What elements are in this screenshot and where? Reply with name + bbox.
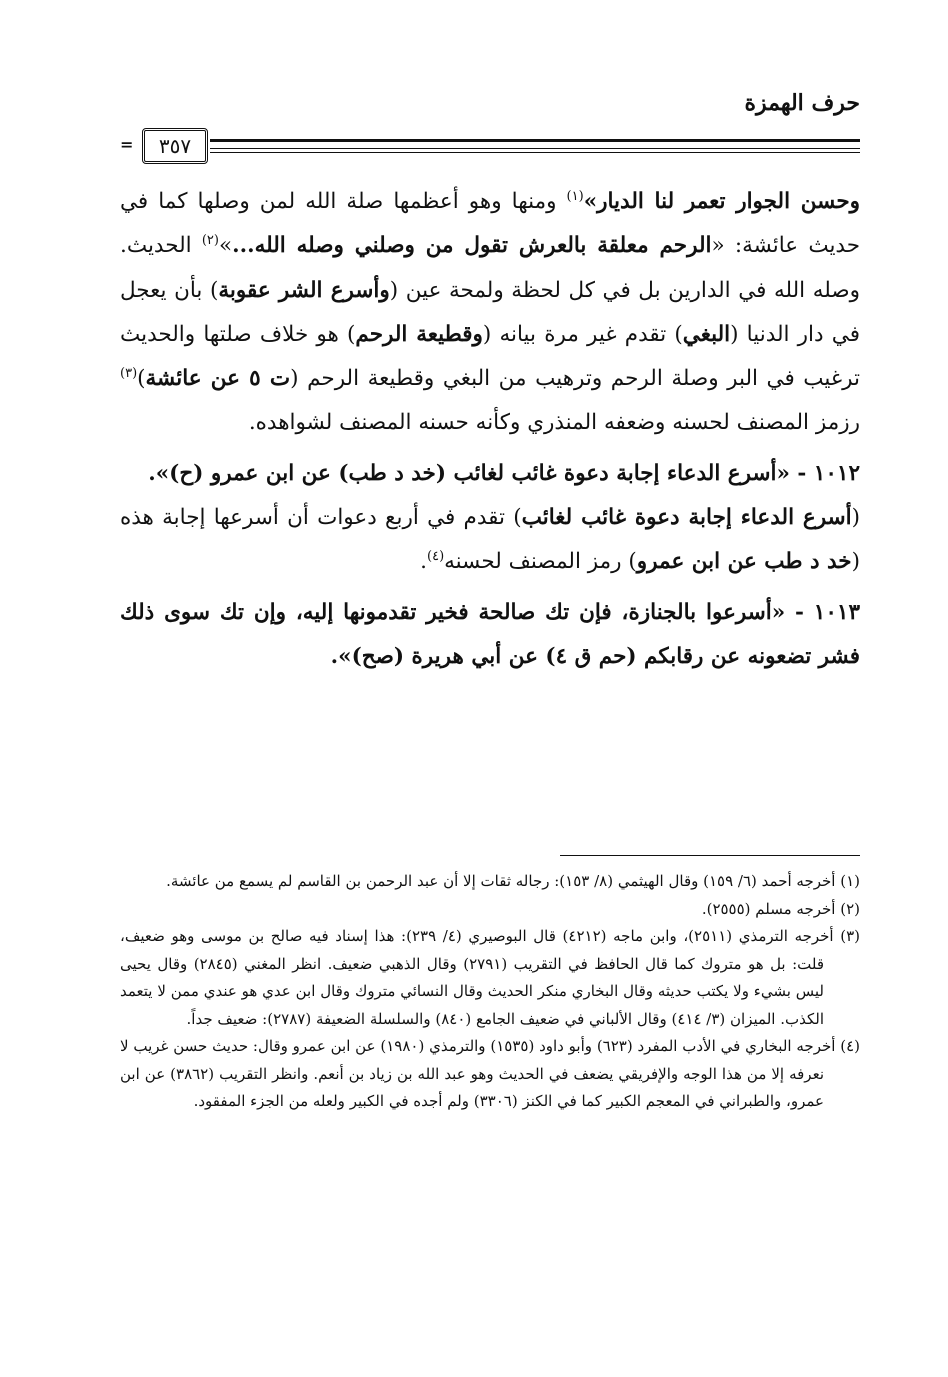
- hadith-1012: ١٠١٢ - «أسرع الدعاء إجابة دعوة غائب لغائب (خد د طب) عن ابن عمرو (ح)».: [148, 460, 860, 486]
- footnote-1: (١) أخرجه أحمد (٦/ ١٥٩) وقال الهيثمي (٨/ ١٥٣): رجاله ثقات إلا أن عبد الرحمن بن القاسم لم يسمع من عائشة.: [166, 872, 860, 890]
- footnote-ref-3: (٣): [120, 366, 138, 382]
- footnote-ref-2: (٢): [201, 233, 219, 249]
- hadith-1013: ١٠١٣ - «أسرعوا بالجنازة، فإن تك صالحة فخير تقدمونها إليه، وإن تك سوى ذلك فشر تضعونه عن رقابكم (حم ق ٤) عن أبي هريرة (صح)».: [120, 599, 860, 669]
- header-double-line: [210, 139, 860, 149]
- commentary-paragraph-1: وحسن الجوار تعمر لنا الديار»$^{(١)}$ ومنها وهو أعظمها صلة الله لمن وصلها كما في حديث عائشة: «الرحم معلقة بالعرش تقول من وصلني وصله الله...»$^{(٢)}$ الحديث. وصله الله في الدارين بل في كل لحظة ولمحة عين (وأسرع الشر عقوبة) بأن يعجل في دار الدنيا (البغي) تقدم غير مرة بيانه (وقطيعة الرحم) هو خلاف صلتها والحديث ترغيب في البر وصلة الرحم وترهيب من البغي وقطيعة الرحم (ت ٥ عن عائشة)$^{(٣)}$ رزمز المصنف لحسنه وضعفه المنذري وكأنه حسنه المصنف لشواهده.: [120, 188, 861, 436]
- footnote-separator: [560, 855, 860, 856]
- footnote-3: (٣) أخرجه الترمذي (٢٥١١)، وابن ماجه (٤٢١٢) قال البوصيري (٤/ ٢٣٩): هذا إسناد فيه صالح بن موسى وهو ضعيف، قلت: بل هو متروك كما قال الحافظ في التقريب (٢٧٩١) وقال الذهبي ضعيف. انظر المغني (٢٨٤٥) وقال يحيى ليس بشيء ولا يكتب حديثه وقال البخاري منكر الحديث وقال النسائي متروك وقال ابن عدي هو عندي ممن لا يتعمد الكذب. الميزان (٣/ ٤١٤) وقال الألباني في ضعيف الجامع (٨٤٠) والسلسلة الضعيفة (٢٧٨٧): ضعيف جداً.: [120, 927, 861, 1028]
- running-header-title: حرف الهمزة: [744, 90, 860, 116]
- page-number: ٣٥٧: [142, 128, 208, 164]
- footnote-ref-4: (٤): [427, 549, 445, 565]
- footnote-2: (٢) أخرجه مسلم (٢٥٥٥).: [701, 899, 860, 918]
- header-ornament: =: [120, 135, 134, 154]
- footnote-ref-1: (١): [566, 188, 584, 204]
- footnotes: [120, 868, 860, 1116]
- footnote-4: (٤) أخرجه البخاري في الأدب المفرد (٦٢٣) وأبو داود (١٥٣٥) والترمذي (١٩٨٠) عن ابن عمرو وقال: حديث حسن غريب لا نعرفه إلا من هذا الوجه والإفريقي يضعف في الحديث وهو عبد الله بن زياد بن أنعم. وانظر التقريب (٣٨٦٢) عن ابن عمرو، والطبراني في المعجم الكبير كما في الكنز (٣٣٠٦) ولم أجده في الكبير ولعله من الجزء المفقود.: [120, 1037, 860, 1110]
- main-text: [120, 180, 860, 679]
- commentary-paragraph-2: (أسرع الدعاء إجابة دعوة غائب لغائب) تقدم في أربع دعوات أن أسرعها إجابة هذه (خد د طب عن ابن عمرو) رمز المصنف لحسنه$^{(٤)}$.: [120, 505, 860, 575]
- header-rule: [120, 132, 860, 162]
